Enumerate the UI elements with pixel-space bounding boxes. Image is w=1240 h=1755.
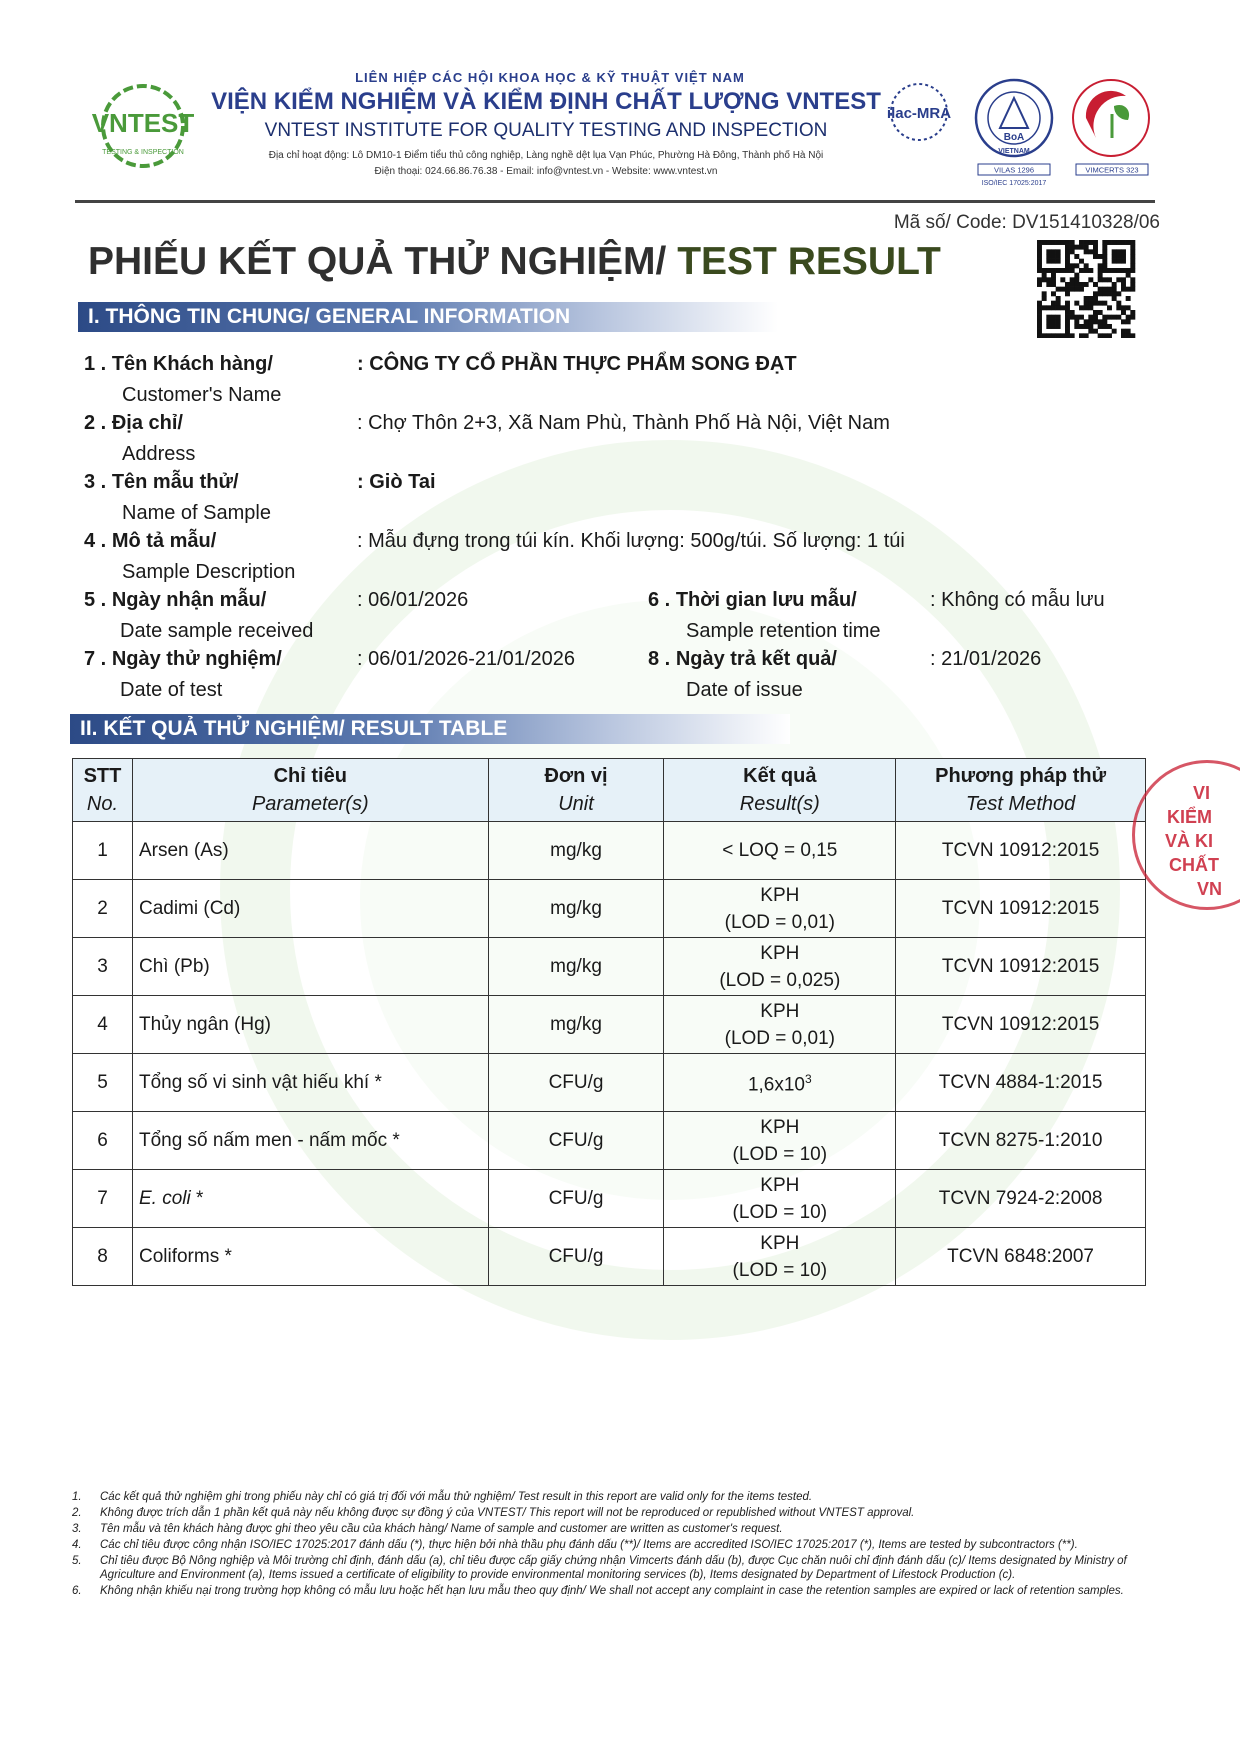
info-sub-4: Sample Description — [122, 561, 296, 583]
info-item-6: 6 . Thời gian lưu mẫu/ — [648, 589, 857, 611]
table-row: 7 E. coli * CFU/g KPH (LOD = 10) TCVN 7924-2:2008 — [73, 1170, 1146, 1228]
svg-text:VIMCERTS 323: VIMCERTS 323 — [1085, 165, 1139, 175]
footnote: 3. Tên mẫu và tên khách hàng được ghi theo yêu cầu của khách hàng/ Name of sample and customer are written as customer's request. — [72, 1523, 783, 1535]
table-header-row — [73, 759, 1146, 822]
table-row: 2 Cadimi (Cd) mg/kg KPH (LOD = 0,01) TCVN 10912:2015 — [73, 880, 1146, 938]
title-vn: PHIẾU KẾT QUẢ THỬ NGHIỆM/ — [88, 240, 667, 283]
info-sub-6: Sample retention time — [686, 620, 881, 642]
vntest-logo — [85, 82, 205, 170]
sample-name: : Giò Tai — [357, 471, 436, 493]
date-of-issue: : 21/01/2026 — [930, 648, 1042, 670]
footnotes — [72, 1490, 1152, 1600]
info-sub-5: Date sample received — [120, 620, 314, 642]
info-label: Tên Khách hàng/ — [111, 353, 273, 375]
document-title — [88, 240, 941, 284]
col-header-result: Kết quả Result(s) — [664, 759, 896, 822]
col-header-unit: Đơn vị Unit — [488, 759, 664, 822]
table-row: 3 Chì (Pb) mg/kg KPH (LOD = 0,025) TCVN 10912:2015 — [73, 938, 1146, 996]
col-header-no: STT No. — [73, 759, 133, 822]
document-code: Mã số/ Code: DV151410328/06 — [893, 212, 1160, 233]
sample-description: : Mẫu đựng trong túi kín. Khối lượng: 500g/túi. Số lượng: 1 túi — [357, 530, 905, 552]
svg-text:VILAS 1296: VILAS 1296 — [993, 165, 1035, 175]
table-row: 5 Tổng số vi sinh vật hiếu khí * CFU/g $1,6x10^3$ TCVN 4884-1:2015 — [73, 1054, 1146, 1112]
svg-text:ilac-MRA: ilac-MRA — [886, 105, 952, 122]
customer-name: : CÔNG TY CỔ PHẦN THỰC PHẨM SONG ĐẠT — [357, 353, 797, 375]
logo-text: VNTEST — [91, 108, 195, 138]
logo-subtext: TESTING & INSPECTION — [102, 149, 184, 156]
institute-contact: Điện thoại: 024.66.86.76.38 - Email: info@vntest.vn - Website: www.vntest.vn — [374, 166, 718, 177]
footnote: 5. Chỉ tiêu được Bộ Nông nghiệp và Môi trường chỉ định, đánh dấu (a), chỉ tiêu được cấp giấy chứng nhận Vimcerts đánh dấu (b), được Cục chăn nuôi chỉ định đánh dấu (c)/ Items designated by Ministry of Agriculture and Environment (a), Items issued a certificate of eligibility to provide environmental monitoring services (b), Items designated by Department of Lifestock Production (c). — [72, 1555, 1127, 1581]
svg-text:BoA: BoA — [1003, 132, 1025, 143]
title-en: TEST RESULT — [666, 240, 941, 283]
info-sub-2: Address — [122, 443, 196, 465]
header-rule — [75, 200, 1155, 203]
customer-address: : Chợ Thôn 2+3, Xã Nam Phù, Thành Phố Hà Nội, Việt Nam — [357, 412, 890, 434]
date-of-test: : 06/01/2026-21/01/2026 — [357, 648, 575, 670]
section-general-info: I. THÔNG TIN CHUNG/ GENERAL INFORMATION — [78, 302, 778, 332]
col-header-parameter: Chỉ tiêu Parameter(s) — [132, 759, 488, 822]
table-row: 1 Arsen (As) mg/kg < LOQ = 0,15 TCVN 10912:2015 — [73, 822, 1146, 880]
info-item-4: 4 . Mô tả mẫu/ — [84, 530, 217, 552]
retention-time: : Không có mẫu lưu — [930, 589, 1105, 611]
ilac-mra-logo — [880, 78, 958, 158]
info-item-7: 7 . Ngày thử nghiệm/ — [84, 648, 282, 670]
vimcerts-logo — [1066, 76, 1156, 188]
footnote: 6. Không nhận khiếu nại trong trường hợp không có mẫu lưu hoặc hết hạn lưu mẫu theo quy định/ We shall not accept any complaint in case the retention samples are expired or lack of retention samples. — [72, 1585, 1124, 1597]
table-row: 4 Thủy ngân (Hg) mg/kg KPH (LOD = 0,01) TCVN 10912:2015 — [73, 996, 1146, 1054]
table-row: 8 Coliforms * CFU/g KPH (LOD = 10) TCVN 6848:2007 — [73, 1228, 1146, 1286]
date-received: : 06/01/2026 — [357, 589, 469, 611]
info-item-8: 8 . Ngày trả kết quả/ — [648, 648, 837, 670]
info-item-2: 2 . Địa chỉ/ — [84, 412, 183, 434]
result-table — [72, 758, 1146, 1286]
qr-code-icon — [1030, 240, 1142, 338]
info-sub-8: Date of issue — [686, 679, 803, 701]
info-sub-7: Date of test — [120, 679, 223, 701]
svg-text:ISO/IEC 17025:2017: ISO/IEC 17025:2017 — [981, 180, 1047, 187]
info-item-3: 3 . Tên mẫu thử/ — [84, 471, 239, 493]
footnote: 2. Không được trích dẫn 1 phần kết quả này nếu không được sự đồng ý của VNTEST/ This report will not be reproduced or republished without VNTEST approval. — [72, 1507, 915, 1519]
info-sub-1: Customer's Name — [122, 384, 282, 406]
info-item-5: 5 . Ngày nhận mẫu/ — [84, 589, 267, 611]
svg-text:VIETNAM: VIETNAM — [998, 148, 1030, 155]
info-item-1: 1 . Tên Khách hàng/ — [84, 353, 273, 375]
institute-name-en: VNTEST INSTITUTE FOR QUALITY TESTING AND INSPECTION — [264, 120, 828, 141]
boa-accreditation-logo — [968, 76, 1060, 188]
footnote: 1. Các kết quả thử nghiệm ghi trong phiếu này chỉ có giá trị đối với mẫu thử nghiệm/ Test result in this report are valid only for the items tested. — [72, 1491, 813, 1503]
col-header-method: Phương pháp thử Test Method — [896, 759, 1146, 822]
federation-name: LIÊN HIỆP CÁC HỘI KHOA HỌC & KỸ THUẬT VIỆT NAM — [355, 70, 745, 85]
institute-address: Địa chỉ hoạt động: Lô DM10-1 Điểm tiểu thủ công nghiệp, Làng nghề dệt lụa Vạn Phúc, Phường Hà Đông, Thành phố Hà Nội — [268, 150, 824, 161]
official-stamp: VI KIỂM VÀ KI CHẤT VN — [1132, 760, 1240, 910]
section-result-table: II. KẾT QUẢ THỬ NGHIỆM/ RESULT TABLE — [70, 714, 790, 744]
table-row: 6 Tổng số nấm men - nấm mốc * CFU/g KPH (LOD = 10) TCVN 8275-1:2010 — [73, 1112, 1146, 1170]
institute-name-vn: VIỆN KIỂM NGHIỆM VÀ KIỂM ĐỊNH CHẤT LƯỢNG VNTEST — [211, 88, 881, 115]
info-sub-3: Name of Sample — [122, 502, 271, 524]
footnote: 4. Các chỉ tiêu được công nhận ISO/IEC 17025:2017 đánh dấu (*), thực hiện bởi nhà thầu phụ đánh dấu (**)/ Items are accredited ISO/IEC 17025:2017 (*), Items are tested by subcontractors (**). — [72, 1539, 1078, 1551]
